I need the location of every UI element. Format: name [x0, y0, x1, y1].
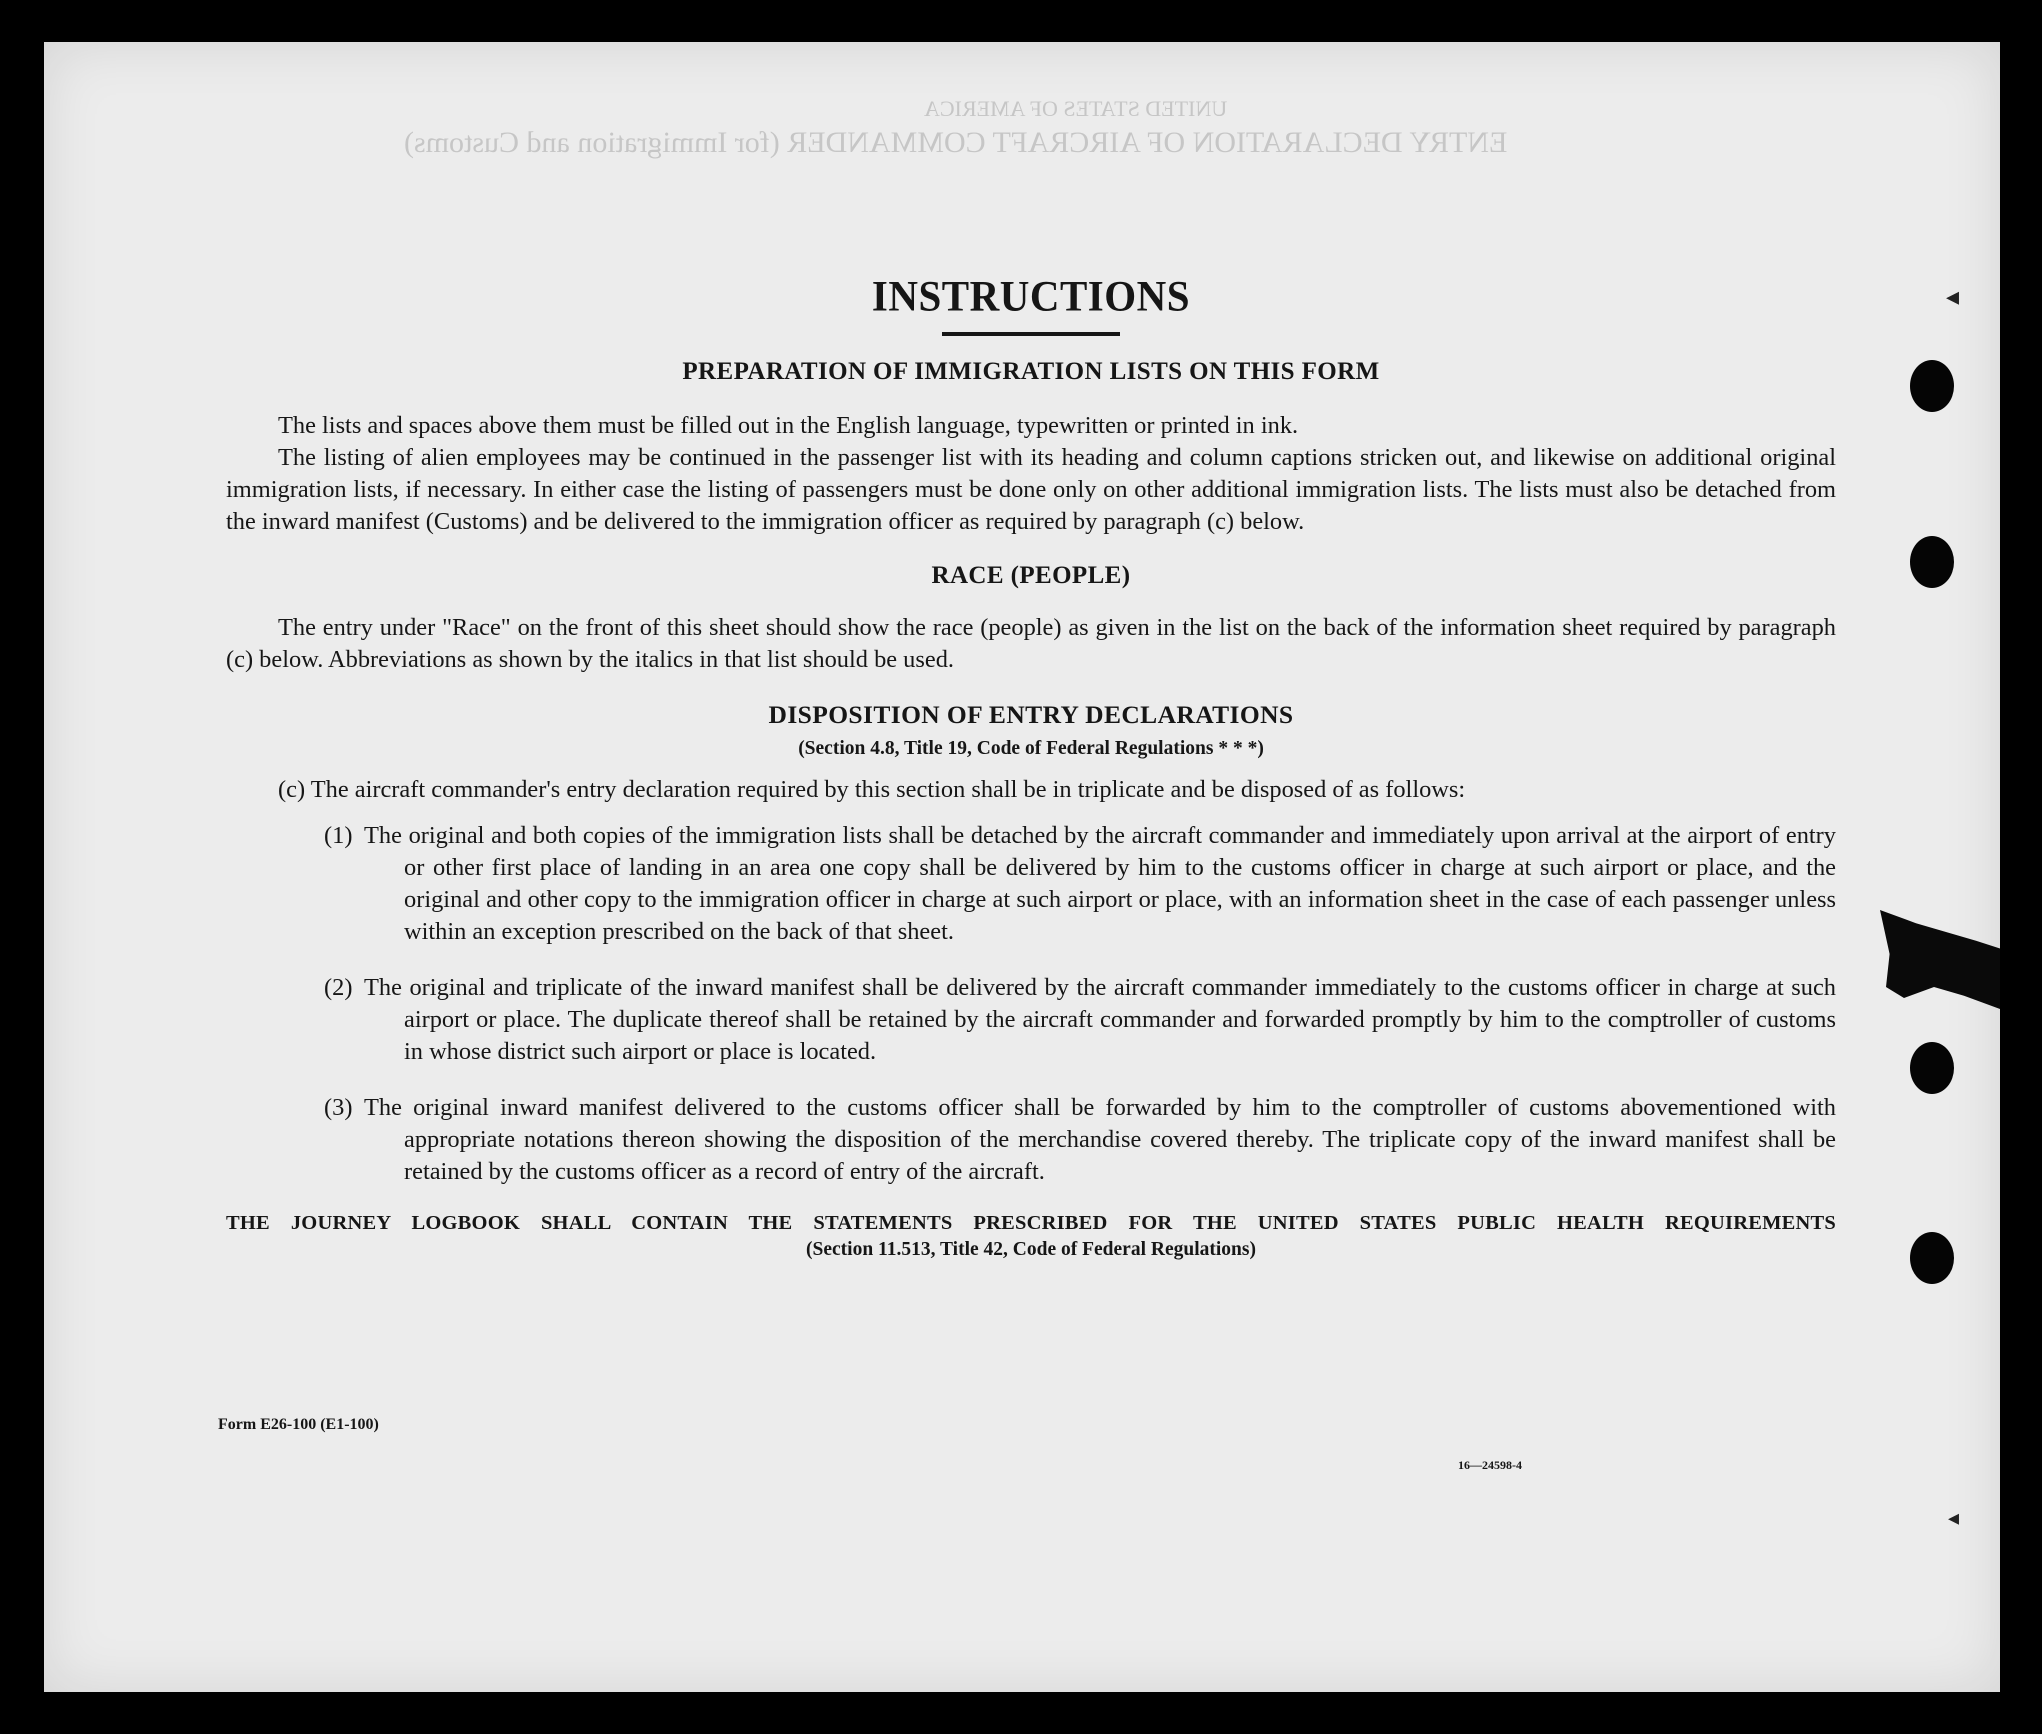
item-number: (1)	[324, 822, 353, 849]
section-heading-disposition: DISPOSITION OF ENTRY DECLARATIONS	[768, 700, 1294, 729]
item-text: The original inward manifest delivered to the customs officer shall be forwarded by him to the comptroller of customs abovementioned with appropriate notations thereon showing the disposition of the merchandise covered thereby. The triplicate copy of the inward manifest shall be retained by the customs officer as a record of entry of the aircraft.	[364, 1094, 1836, 1185]
disposition-citation: (Section 4.8, Title 19, Code of Federal Regulations * * *)	[798, 738, 1264, 759]
punch-hole-2	[1910, 536, 1954, 588]
public-health-citation: (Section 11.513, Title 42, Code of Federal Regulations)	[806, 1239, 1256, 1260]
item-text: The original and triplicate of the inward manifest shall be delivered by the aircraft commander immediately to the customs officer in charge at such airport or place. The duplicate thereof shall be retained by the aircraft commander and forwarded promptly by him to the comptroller of customs in whose district such airport or place is located.	[364, 974, 1836, 1065]
title-underline	[942, 332, 1120, 336]
edge-mark: ◂	[1946, 282, 1960, 312]
print-code: 16—24598-4	[1458, 1458, 1522, 1472]
page-title: INSTRUCTIONS	[871, 271, 1191, 321]
disposition-intro: (c) The aircraft commander's entry declaration required by this section shall be in triplicate and be disposed of as follows:	[278, 776, 1466, 803]
punch-hole-3	[1910, 1042, 1954, 1094]
bleed-through-line-2: ENTRY DECLARATION OF AIRCRAFT COMMANDER (for Immigration and Customs)	[404, 126, 1508, 159]
disposition-item	[226, 972, 1836, 1068]
torn-edge	[1880, 910, 2000, 1020]
preparation-paragraph-1: The lists and spaces above them must be filled out in the English language, typewritten or printed in ink.	[278, 412, 1299, 439]
section-heading-preparation: PREPARATION OF IMMIGRATION LISTS ON THIS FORM	[682, 358, 1380, 385]
bleed-through-line-1: UNITED STATES OF AMERICA	[924, 96, 1228, 121]
document-page	[44, 42, 2000, 1692]
punch-hole-4	[1910, 1232, 1954, 1284]
punch-hole-1	[1910, 360, 1954, 412]
disposition-item	[226, 1092, 1836, 1188]
disposition-item	[226, 820, 1836, 948]
preparation-paragraph-2: The listing of alien employees may be continued in the passenger list with its heading and column captions stricken out, and likewise on additional original immigration lists, if necessary. In either case the listing of passengers must be done only on other additional immigration lists. The lists must also be detached from the inward manifest (Customs) and be delivered to the immigration officer as required by paragraph (c) below.	[226, 444, 1836, 535]
instructions-body	[226, 272, 1836, 1261]
item-number: (3)	[324, 1094, 353, 1121]
item-number: (2)	[324, 974, 353, 1001]
form-number: Form E26-100 (E1-100)	[218, 1416, 379, 1433]
item-text: The original and both copies of the immigration lists shall be detached by the aircraft commander and immediately upon arrival at the airport of entry or other first place of landing in an area one copy shall be delivered by him to the customs officer in charge at such airport or place, and the original and other copy to the immigration officer in charge at such airport or place, with an information sheet in the case of each passenger unless within an exception prescribed on the back of that sheet.	[364, 822, 1836, 945]
race-paragraph: The entry under "Race" on the front of this sheet should show the race (people) as given in the list on the back of the information sheet required by paragraph (c) below. Abbreviations as shown by the italics in that list should be used.	[226, 614, 1836, 673]
edge-mark: ◂	[1948, 1506, 1960, 1531]
public-health-statement: THE JOURNEY LOGBOOK SHALL CONTAIN THE STATEMENTS PRESCRIBED FOR THE UNITED STATES PUBLIC HEALTH REQUIREMENTS	[226, 1212, 1836, 1234]
section-heading-race: RACE (PEOPLE)	[931, 562, 1131, 589]
